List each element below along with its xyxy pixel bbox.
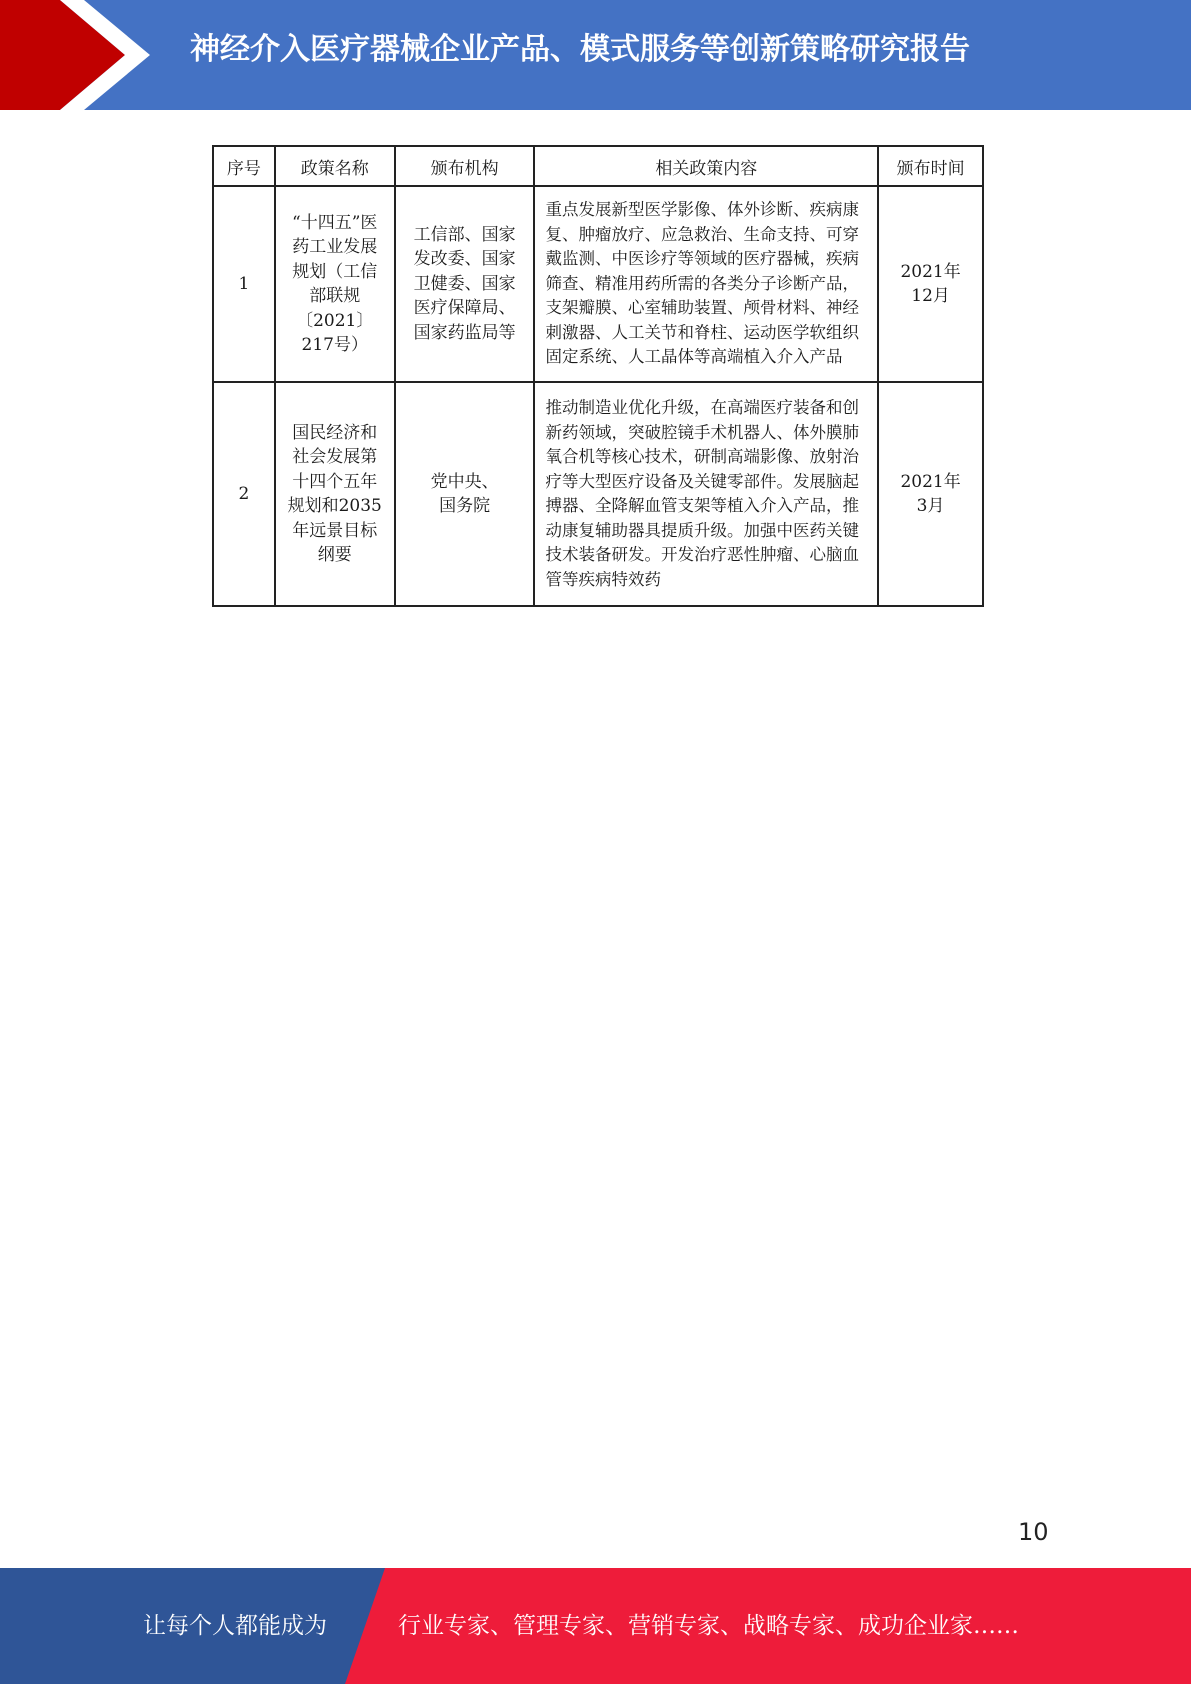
column-header-content: 相关政策内容 [534, 146, 878, 186]
table-row [213, 382, 983, 606]
report-title: 神经介入医疗器械企业产品、模式服务等创新策略研究报告 [190, 32, 970, 67]
footer-slogan-right: 行业专家、管理专家、营销专家、战略专家、成功企业家…… [398, 1613, 1019, 1639]
date-text: 2021年12月 [900, 261, 961, 306]
cell-agency [395, 382, 535, 606]
column-header-agency: 颁布机构 [395, 146, 535, 186]
column-header-date: 颁布时间 [878, 146, 983, 186]
cell-no: 2 [213, 382, 275, 606]
cell-date [878, 382, 983, 606]
page-number: 10 [1018, 1518, 1049, 1546]
cell-policy-name: “十四五”医药工业发展规划（工信部联规〔2021〕217号） [275, 186, 395, 382]
table-header-row [213, 146, 983, 186]
cell-content: 重点发展新型医学影像、体外诊断、疾病康复、肿瘤放疗、应急救治、生命支持、可穿戴监测、中医诊疗等领域的医疗器械，疾病筛查、精准用药所需的各类分子诊断产品，支架瓣膜、心室辅助装置、颅骨材料、神经刺激器、人工关节和脊柱、运动医学软组织固定系统、人工晶体等高端植入介入产品 [534, 186, 878, 382]
cell-agency: 工信部、国家发改委、国家卫健委、国家医疗保障局、国家药监局等 [395, 186, 535, 382]
cell-date [878, 186, 983, 382]
header-bar [0, 0, 1191, 110]
cell-content: 推动制造业优化升级，在高端医疗装备和创新药领域，突破腔镜手术机器人、体外膜肺氧合机等核心技术，研制高端影像、放射治疗等大型医疗设备及关键零部件。发展脑起搏器、全降解血管支架等植入介入产品，推动康复辅助器具提质升级。加强中医药关键技术装备研发。开发治疗恶性肿瘤、心脑血管等疾病特效药 [534, 382, 878, 606]
footer-slogan-left: 让每个人都能成为 [143, 1613, 327, 1639]
agency-text: 党中央、国务院 [430, 471, 499, 516]
date-text: 2021年3月 [900, 471, 961, 516]
policy-table [212, 145, 984, 607]
table-row [213, 186, 983, 382]
column-header-name: 政策名称 [275, 146, 395, 186]
cell-policy-name: 国民经济和社会发展第十四个五年规划和2035年远景目标纲要 [275, 382, 395, 606]
footer-bar [0, 1568, 1191, 1684]
header-arrow-decoration [0, 0, 150, 110]
column-header-no: 序号 [213, 146, 275, 186]
cell-no: 1 [213, 186, 275, 382]
